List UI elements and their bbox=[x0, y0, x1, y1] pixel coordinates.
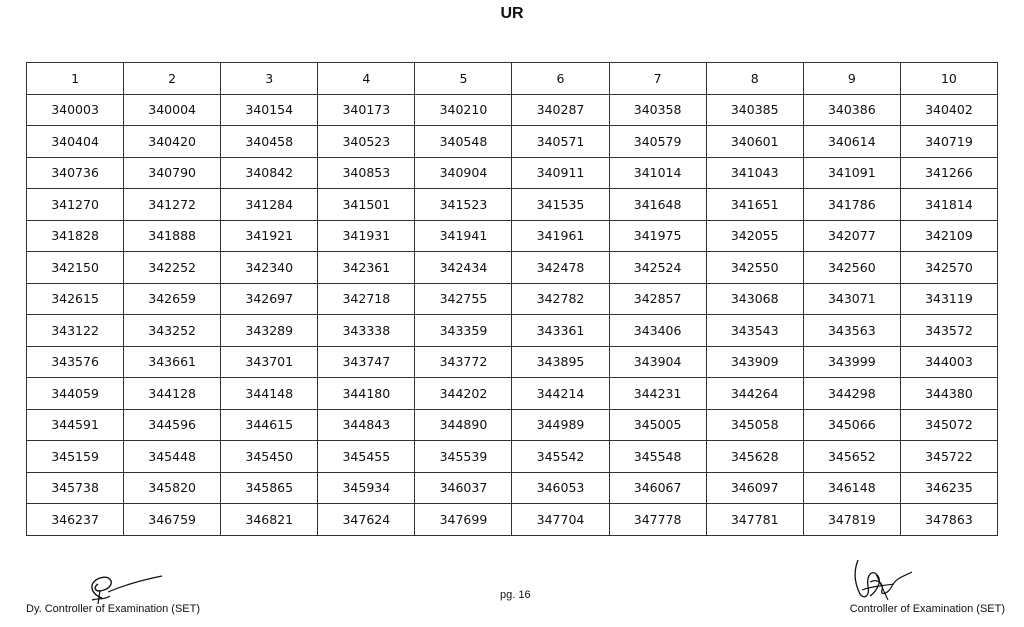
table-cell: 343289 bbox=[221, 315, 318, 347]
table-cell: 340579 bbox=[609, 126, 706, 158]
table-cell: 341651 bbox=[706, 189, 803, 221]
table-cell: 346053 bbox=[512, 472, 609, 504]
table-cell: 347704 bbox=[512, 504, 609, 536]
results-table bbox=[26, 62, 998, 536]
table-cell: 346237 bbox=[27, 504, 124, 536]
controller-label: Controller of Examination (SET) bbox=[849, 603, 1005, 615]
table-row bbox=[27, 409, 998, 441]
table-cell: 346759 bbox=[124, 504, 221, 536]
table-cell: 347819 bbox=[803, 504, 900, 536]
column-header: 2 bbox=[124, 63, 221, 95]
table-cell: 340571 bbox=[512, 126, 609, 158]
table-cell: 340402 bbox=[900, 94, 997, 126]
table-row bbox=[27, 220, 998, 252]
dy-controller-label: Dy. Controller of Examination (SET) bbox=[26, 603, 201, 615]
table-cell: 343071 bbox=[803, 283, 900, 315]
table-cell: 345450 bbox=[221, 441, 318, 473]
table-cell: 340842 bbox=[221, 157, 318, 189]
table-row bbox=[27, 441, 998, 473]
column-header: 6 bbox=[512, 63, 609, 95]
table-row bbox=[27, 346, 998, 378]
table-cell: 340523 bbox=[318, 126, 415, 158]
table-cell: 347781 bbox=[706, 504, 803, 536]
table-cell: 342857 bbox=[609, 283, 706, 315]
table-cell: 343661 bbox=[124, 346, 221, 378]
table-cell: 346067 bbox=[609, 472, 706, 504]
column-header: 4 bbox=[318, 63, 415, 95]
table-cell: 345865 bbox=[221, 472, 318, 504]
table-cell: 341814 bbox=[900, 189, 997, 221]
table-row bbox=[27, 378, 998, 410]
table-cell: 343747 bbox=[318, 346, 415, 378]
table-cell: 343999 bbox=[803, 346, 900, 378]
table-cell: 342560 bbox=[803, 252, 900, 284]
table-cell: 342550 bbox=[706, 252, 803, 284]
table-cell: 347699 bbox=[415, 504, 512, 536]
table-cell: 341523 bbox=[415, 189, 512, 221]
table-cell: 346037 bbox=[415, 472, 512, 504]
table-cell: 341043 bbox=[706, 157, 803, 189]
table-cell: 343119 bbox=[900, 283, 997, 315]
table-cell: 345722 bbox=[900, 441, 997, 473]
table-cell: 340173 bbox=[318, 94, 415, 126]
table-cell: 346097 bbox=[706, 472, 803, 504]
table-cell: 345542 bbox=[512, 441, 609, 473]
table-cell: 344591 bbox=[27, 409, 124, 441]
table-cell: 341941 bbox=[415, 220, 512, 252]
table-cell: 341888 bbox=[124, 220, 221, 252]
table-cell: 342524 bbox=[609, 252, 706, 284]
table-cell: 340790 bbox=[124, 157, 221, 189]
table-cell: 341921 bbox=[221, 220, 318, 252]
dy-controller-signature bbox=[82, 570, 172, 606]
table-cell: 340548 bbox=[415, 126, 512, 158]
table-cell: 342570 bbox=[900, 252, 997, 284]
table-cell: 340614 bbox=[803, 126, 900, 158]
table-cell: 341270 bbox=[27, 189, 124, 221]
table-cell: 342659 bbox=[124, 283, 221, 315]
table-row bbox=[27, 252, 998, 284]
table-cell: 343572 bbox=[900, 315, 997, 347]
table-cell: 345539 bbox=[415, 441, 512, 473]
table-cell: 343359 bbox=[415, 315, 512, 347]
table-cell: 340004 bbox=[124, 94, 221, 126]
table-cell: 345455 bbox=[318, 441, 415, 473]
table-cell: 341786 bbox=[803, 189, 900, 221]
column-header: 7 bbox=[609, 63, 706, 95]
table-cell: 342150 bbox=[27, 252, 124, 284]
table-header bbox=[27, 63, 998, 95]
table-cell: 340003 bbox=[27, 94, 124, 126]
table-cell: 345072 bbox=[900, 409, 997, 441]
table-cell: 342782 bbox=[512, 283, 609, 315]
controller-signature bbox=[848, 556, 918, 606]
table-cell: 344202 bbox=[415, 378, 512, 410]
table-cell: 345652 bbox=[803, 441, 900, 473]
table-cell: 344003 bbox=[900, 346, 997, 378]
table-cell: 341535 bbox=[512, 189, 609, 221]
table-row bbox=[27, 94, 998, 126]
table-cell: 340458 bbox=[221, 126, 318, 158]
table-cell: 343563 bbox=[803, 315, 900, 347]
table-cell: 345159 bbox=[27, 441, 124, 473]
table-cell: 342478 bbox=[512, 252, 609, 284]
table-cell: 343338 bbox=[318, 315, 415, 347]
table-cell: 340601 bbox=[706, 126, 803, 158]
table-cell: 340911 bbox=[512, 157, 609, 189]
table-cell: 344615 bbox=[221, 409, 318, 441]
page-title: UR bbox=[500, 5, 524, 22]
table-cell: 343252 bbox=[124, 315, 221, 347]
table-cell: 347863 bbox=[900, 504, 997, 536]
table-cell: 345005 bbox=[609, 409, 706, 441]
table-cell: 342252 bbox=[124, 252, 221, 284]
table-cell: 343576 bbox=[27, 346, 124, 378]
table-cell: 347624 bbox=[318, 504, 415, 536]
table-cell: 343701 bbox=[221, 346, 318, 378]
table-row bbox=[27, 157, 998, 189]
table-row bbox=[27, 315, 998, 347]
table-cell: 343361 bbox=[512, 315, 609, 347]
table-cell: 344180 bbox=[318, 378, 415, 410]
table-cell: 344059 bbox=[27, 378, 124, 410]
table-cell: 344380 bbox=[900, 378, 997, 410]
table-cell: 342109 bbox=[900, 220, 997, 252]
column-header: 5 bbox=[415, 63, 512, 95]
table-cell: 340385 bbox=[706, 94, 803, 126]
column-header: 9 bbox=[803, 63, 900, 95]
table-cell: 340404 bbox=[27, 126, 124, 158]
table-cell: 343772 bbox=[415, 346, 512, 378]
column-header: 10 bbox=[900, 63, 997, 95]
table-row bbox=[27, 189, 998, 221]
table-cell: 340736 bbox=[27, 157, 124, 189]
table-cell: 342361 bbox=[318, 252, 415, 284]
table-body bbox=[27, 94, 998, 535]
table-cell: 345820 bbox=[124, 472, 221, 504]
table-cell: 341272 bbox=[124, 189, 221, 221]
table-cell: 344128 bbox=[124, 378, 221, 410]
table-cell: 344231 bbox=[609, 378, 706, 410]
table-cell: 340210 bbox=[415, 94, 512, 126]
table-cell: 344148 bbox=[221, 378, 318, 410]
table-cell: 345448 bbox=[124, 441, 221, 473]
table-cell: 347778 bbox=[609, 504, 706, 536]
table-cell: 342697 bbox=[221, 283, 318, 315]
table-cell: 340154 bbox=[221, 94, 318, 126]
table-cell: 342340 bbox=[221, 252, 318, 284]
table-cell: 343122 bbox=[27, 315, 124, 347]
table-cell: 345934 bbox=[318, 472, 415, 504]
table-cell: 341828 bbox=[27, 220, 124, 252]
table-cell: 342055 bbox=[706, 220, 803, 252]
column-header: 8 bbox=[706, 63, 803, 95]
table-cell: 344264 bbox=[706, 378, 803, 410]
page-number: pg. 16 bbox=[500, 589, 531, 601]
table-cell: 340287 bbox=[512, 94, 609, 126]
table-cell: 341961 bbox=[512, 220, 609, 252]
table-cell: 341014 bbox=[609, 157, 706, 189]
table-cell: 342077 bbox=[803, 220, 900, 252]
table-cell: 341501 bbox=[318, 189, 415, 221]
table-cell: 344214 bbox=[512, 378, 609, 410]
table-cell: 341284 bbox=[221, 189, 318, 221]
table-cell: 346148 bbox=[803, 472, 900, 504]
table-cell: 342615 bbox=[27, 283, 124, 315]
table-cell: 340358 bbox=[609, 94, 706, 126]
table-cell: 345066 bbox=[803, 409, 900, 441]
table-cell: 340420 bbox=[124, 126, 221, 158]
table-cell: 344989 bbox=[512, 409, 609, 441]
table-cell: 344843 bbox=[318, 409, 415, 441]
table-cell: 342434 bbox=[415, 252, 512, 284]
table-cell: 343909 bbox=[706, 346, 803, 378]
table-cell: 344890 bbox=[415, 409, 512, 441]
table-cell: 341091 bbox=[803, 157, 900, 189]
table-cell: 341931 bbox=[318, 220, 415, 252]
table-cell: 345058 bbox=[706, 409, 803, 441]
table-cell: 343895 bbox=[512, 346, 609, 378]
table-cell: 346821 bbox=[221, 504, 318, 536]
column-header: 3 bbox=[221, 63, 318, 95]
table-cell: 340386 bbox=[803, 94, 900, 126]
table-row bbox=[27, 126, 998, 158]
table-cell: 345548 bbox=[609, 441, 706, 473]
table-cell: 342755 bbox=[415, 283, 512, 315]
table-cell: 340853 bbox=[318, 157, 415, 189]
table-cell: 345628 bbox=[706, 441, 803, 473]
column-header: 1 bbox=[27, 63, 124, 95]
table-cell: 341266 bbox=[900, 157, 997, 189]
header-row bbox=[27, 63, 998, 95]
table-cell: 340719 bbox=[900, 126, 997, 158]
table-cell: 343068 bbox=[706, 283, 803, 315]
table-cell: 343543 bbox=[706, 315, 803, 347]
table-row bbox=[27, 504, 998, 536]
table-cell: 341975 bbox=[609, 220, 706, 252]
table-cell: 341648 bbox=[609, 189, 706, 221]
table-cell: 345738 bbox=[27, 472, 124, 504]
table-cell: 340904 bbox=[415, 157, 512, 189]
table-cell: 344596 bbox=[124, 409, 221, 441]
table-cell: 344298 bbox=[803, 378, 900, 410]
table-row bbox=[27, 472, 998, 504]
table-cell: 342718 bbox=[318, 283, 415, 315]
table-cell: 343406 bbox=[609, 315, 706, 347]
table-cell: 346235 bbox=[900, 472, 997, 504]
table-cell: 343904 bbox=[609, 346, 706, 378]
table-row bbox=[27, 283, 998, 315]
